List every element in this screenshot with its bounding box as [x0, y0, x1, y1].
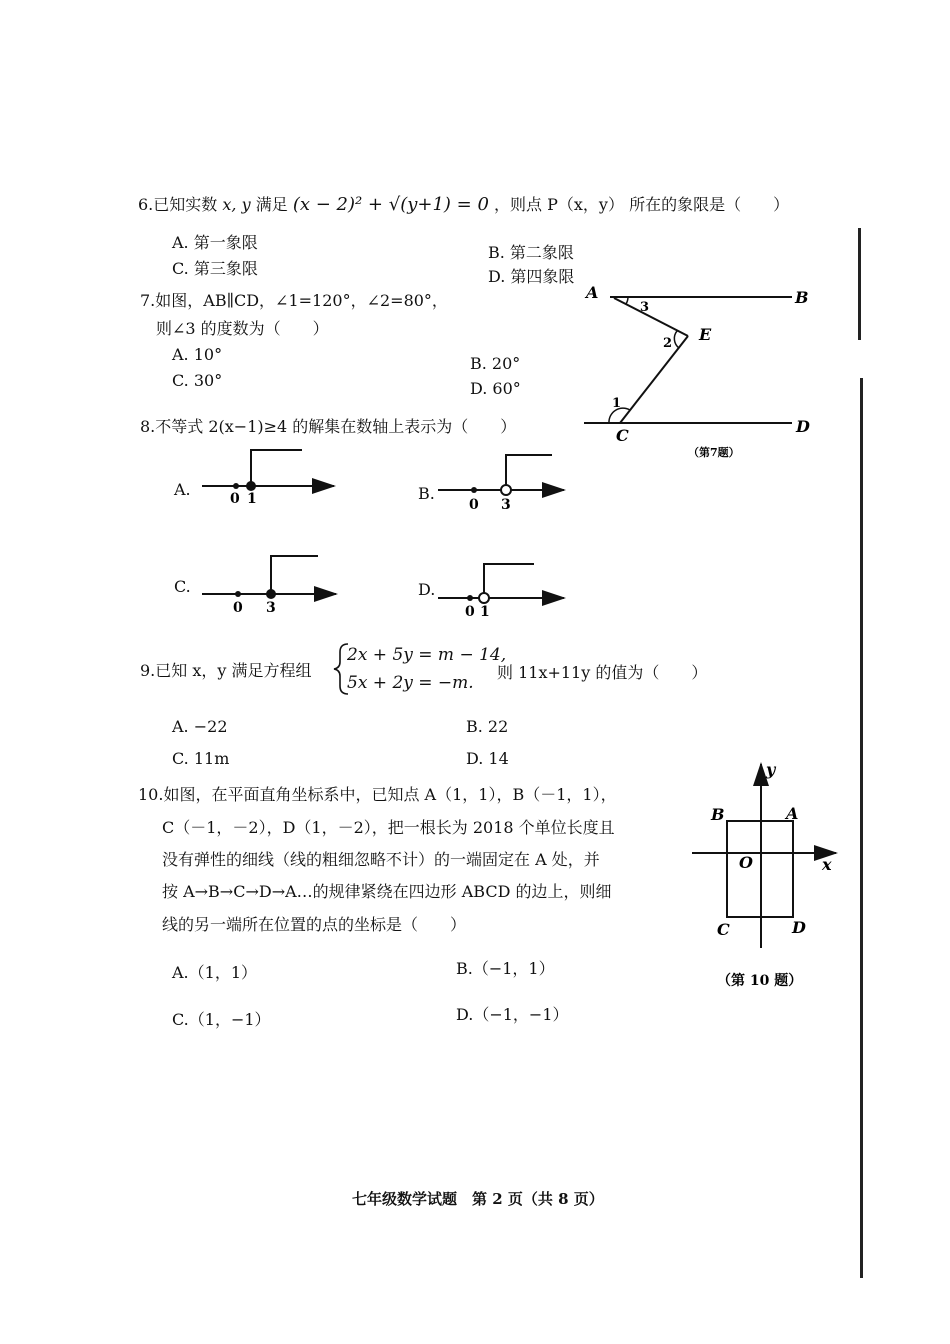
q10-option-b: B.（−1，1）: [456, 959, 555, 978]
q7-option-a: A. 10°: [172, 345, 223, 364]
q6-option-b: B. 第二象限: [488, 243, 574, 262]
q6-stem-a: 6.已知实数: [138, 195, 218, 214]
q9-stem-b: 则 11x+11y 的值为（ ）: [497, 663, 708, 682]
angle-3-label: 3: [640, 300, 650, 315]
angle-1-label: 1: [612, 396, 622, 411]
number-line-c-mark: 3: [266, 600, 276, 616]
label-d: D: [796, 417, 810, 436]
label-c: C: [717, 920, 730, 939]
q10-figure-caption: （第 10 题）: [717, 973, 803, 989]
q9-option-b: B. 22: [466, 717, 509, 736]
number-line-c-zero: 0: [233, 600, 243, 616]
q6-stem-d: 所在的象限是（ ）: [629, 195, 790, 214]
q7-option-b: B. 20°: [470, 354, 521, 373]
q7-option-d: D. 60°: [470, 379, 521, 398]
number-line-d-zero: 0: [465, 604, 475, 620]
q8-stem: 8.不等式 2(x−1)≥4 的解集在数轴上表示为（ ）: [140, 417, 517, 436]
q8-option-c-label: C.: [174, 577, 191, 596]
label-x: x: [822, 855, 832, 874]
q8-option-a-label: A.: [174, 480, 191, 499]
q7-stem-line1: 7.如图，AB∥CD，∠1=120°，∠2=80°，: [140, 291, 448, 310]
label-e: E: [699, 325, 712, 344]
q6-option-a: A. 第一象限: [172, 233, 258, 252]
q7-option-c: C. 30°: [172, 371, 223, 390]
q7-stem-line2: 则∠3 的度数为（ ）: [156, 319, 329, 338]
number-line-b-mark: 3: [501, 497, 511, 513]
q10-option-c: C.（1，−1）: [172, 1010, 271, 1029]
q10-stem-line4: 按 A→B→C→D→A…的规律紧绕在四边形 ABCD 的边上，则细: [162, 882, 612, 901]
number-line-b-zero: 0: [469, 497, 479, 513]
number-line-a-mark: 1: [247, 491, 257, 507]
label-y: y: [766, 760, 776, 779]
q6-stem-c: ，则点: [494, 195, 543, 214]
label-o: O: [739, 853, 753, 872]
label-d: D: [792, 918, 806, 937]
q9-option-a: A. −22: [172, 717, 228, 736]
q6-option-c: C. 第三象限: [172, 259, 258, 278]
q8-option-b-label: B.: [418, 484, 435, 503]
q10-stem-line5: 线的另一端所在位置的点的坐标是（ ）: [162, 915, 467, 934]
q10-stem-line3: 没有弹性的细线（线的粗细忽略不计）的一端固定在 A 处，并: [162, 850, 600, 869]
label-b: B: [795, 288, 809, 307]
q9-option-d: D. 14: [466, 749, 509, 768]
q6-formula: (x − 2)² + √(y+1) = 0: [292, 194, 489, 215]
number-line-a-zero: 0: [230, 491, 240, 507]
q9-eq1: 2x + 5y = m − 14,: [347, 645, 507, 665]
angle-2-label: 2: [663, 336, 673, 351]
q9-option-c: C. 11m: [172, 749, 230, 768]
page-footer: 七年级数学试题 第 2 页（共 8 页）: [352, 1190, 604, 1208]
q6-stem-b: 满足: [255, 195, 288, 214]
q6-point: P（x，y）: [547, 195, 624, 214]
q6-option-d: D. 第四象限: [488, 267, 575, 286]
label-b: B: [711, 805, 725, 824]
number-line-d-mark: 1: [480, 604, 490, 620]
q10-stem-line2: C（－1，－2），D（1，－2），把一根长为 2018 个单位长度且: [162, 818, 615, 837]
q10-stem-line1: 10.如图，在平面直角坐标系中，已知点 A（1，1），B（－1，1），: [138, 785, 617, 804]
label-a: A: [786, 804, 799, 823]
q10-option-a: A.（1，1）: [172, 963, 258, 982]
label-a: A: [586, 283, 599, 302]
q7-figure-caption: （第7题）: [688, 446, 740, 459]
q8-option-d-label: D.: [418, 580, 436, 599]
label-c: C: [616, 426, 629, 445]
q10-option-d: D.（−1，−1）: [456, 1005, 569, 1024]
q9-stem-a: 9.已知 x，y 满足方程组: [140, 661, 312, 680]
q9-eq2: 5x + 2y = −m.: [347, 673, 474, 693]
q6-vars: x, y: [222, 195, 251, 214]
